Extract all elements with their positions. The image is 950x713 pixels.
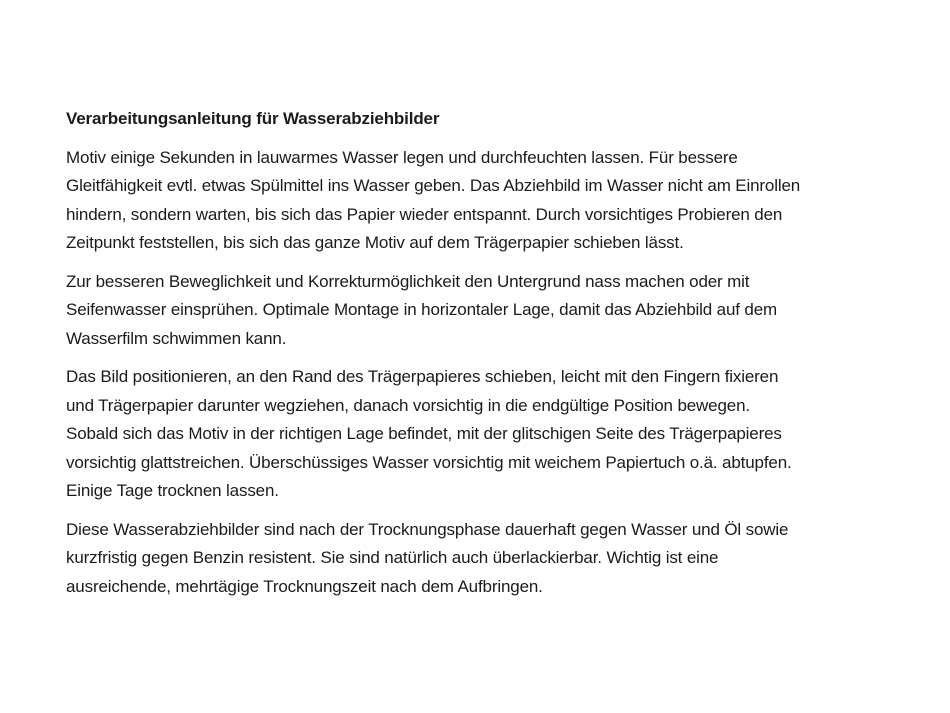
text-line: Diese Wasserabziehbilder sind nach der Trocknungsphase dauerhaft gegen Wasser und Öl sowie [66,519,789,539]
text-line: und Trägerpapier darunter wegziehen, danach vorsichtig in die endgültige Position bewegen. [66,395,750,415]
text-line: Einige Tage trocknen lassen. [66,481,279,500]
text-line: kurzfristig gegen Benzin resistent. Sie sind natürlich auch überlackierbar. Wichtig ist eine [66,548,719,567]
text-line: Zeitpunkt feststellen, bis sich das ganze Motiv auf dem Trägerpapier schieben lässt. [66,233,684,252]
text-line: Wasserfilm schwimmen kann. [66,328,287,348]
text-line: Sobald sich das Motiv in der richtigen Lage befindet, mit der glitschigen Seite des Trägerpapieres [66,424,782,443]
paragraph-drying [66,516,890,602]
text-line: Gleitfähigkeit evtl. etwas Spülmittel ins Wasser geben. Das Abziehbild im Wasser nicht am Einrollen [66,176,801,195]
text-line: hindern, sondern warten, bis sich das Papier wieder entspannt. Durch vorsichtiges Probieren den [66,204,783,224]
paragraph-positioning [66,363,890,506]
document-title: Verarbeitungsanleitung für Wasserabziehbilder [66,109,440,128]
paragraph-soaking [66,144,890,258]
paragraph-surface-prep [66,268,890,354]
text-line: vorsichtig glattstreichen. Überschüssiges Wasser vorsichtig mit weichem Papiertuch o.ä. abtupfen. [66,452,792,472]
text-line: Das Bild positionieren, an den Rand des Trägerpapieres schieben, leicht mit den Fingern fixieren [66,367,779,386]
text-line: Zur besseren Beweglichkeit und Korrekturmöglichkeit den Untergrund nass machen oder mit [66,271,750,291]
text-line: ausreichende, mehrtägige Trocknungszeit nach dem Aufbringen. [66,576,543,596]
text-line: Seifenwasser einsprühen. Optimale Montage in horizontaler Lage, damit das Abziehbild auf dem [66,300,778,319]
text-line: Motiv einige Sekunden in lauwarmes Wasser legen und durchfeuchten lassen. Für bessere [66,147,738,167]
